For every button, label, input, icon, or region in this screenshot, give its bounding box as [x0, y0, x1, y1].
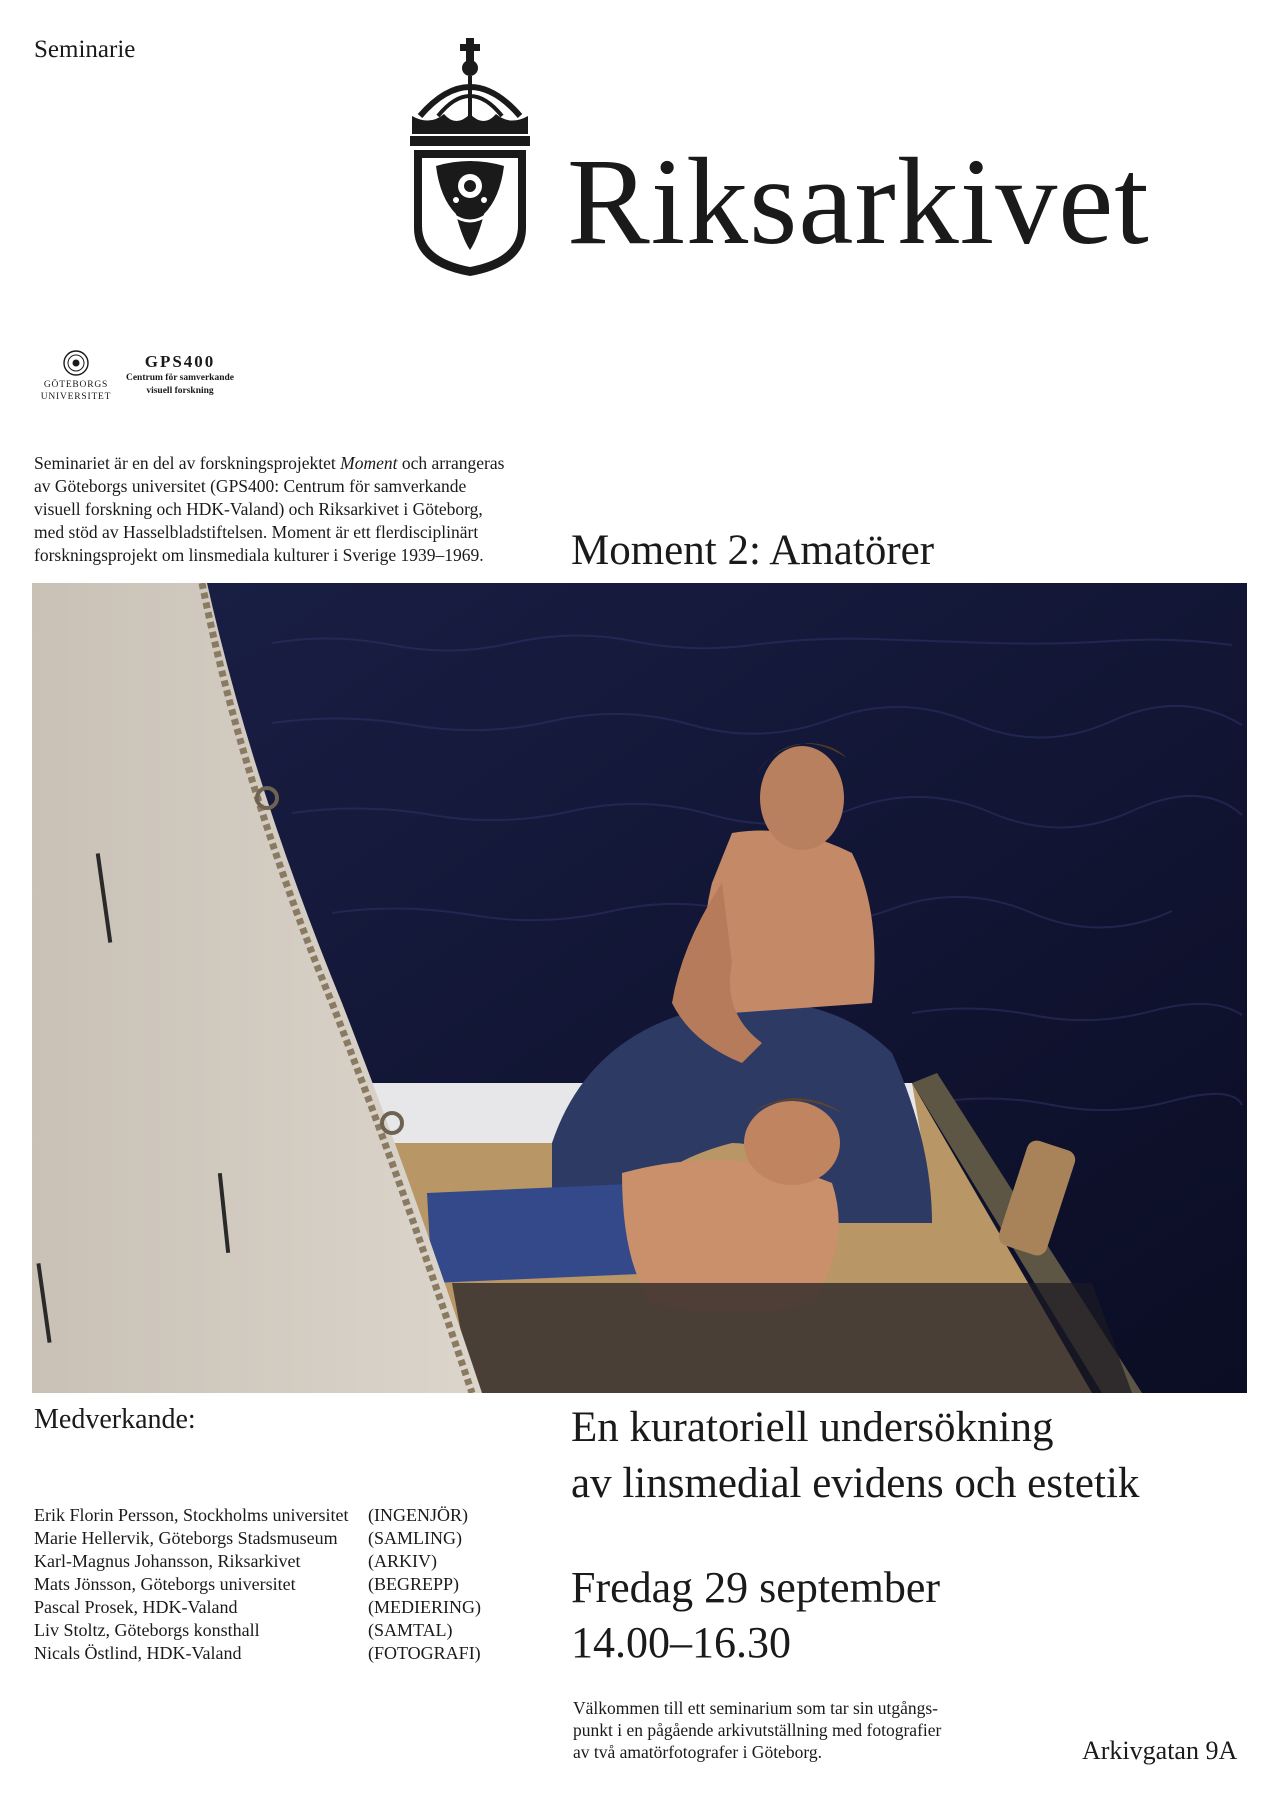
contributor-name: Pascal Prosek, HDK-Valand — [34, 1597, 238, 1617]
welcome-line-1: Välkommen till ett seminarium som tar sin utgångs- — [573, 1698, 939, 1718]
contributor-name: Liv Stoltz, Göteborgs konsthall — [34, 1620, 260, 1640]
list-item — [34, 1573, 481, 1596]
list-item — [34, 1527, 481, 1550]
gps400-subtitle-line1: Centrum för samverkande — [125, 373, 234, 383]
welcome-line-3: av två amatörfotografer i Göteborg. — [573, 1742, 822, 1762]
event-time: 14.00–16.30 — [571, 1618, 791, 1667]
university-seal-icon — [63, 350, 89, 376]
contributor-name: Erik Florin Persson, Stockholms universitet — [34, 1505, 349, 1525]
event-subtitle: Moment 2: Amatörer — [571, 527, 935, 574]
riksarkivet-crest-logo — [400, 38, 540, 278]
contributor-name: Marie Hellervik, Göteborgs Stadsmuseum — [34, 1528, 338, 1548]
intro-line-3: visuell forskning och HDK-Valand) och Riksarkivet i Göteborg, — [34, 499, 483, 519]
list-item — [34, 1642, 481, 1665]
intro-line-5: forskningsprojekt om linsmediala kulturer i Sverige 1939–1969. — [34, 545, 484, 565]
seminar-label: Seminarie — [34, 36, 136, 63]
intro-line-1 — [34, 452, 539, 475]
contributor-role: (ARKIV) — [368, 1551, 437, 1571]
headline-line-2: av linsmedial evidens och estetik — [571, 1460, 1140, 1507]
contributor-role: (BEGREPP) — [368, 1574, 460, 1594]
contributor-role: (MEDIERING) — [368, 1597, 481, 1617]
gps400-subtitle-line2: visuell forskning — [146, 386, 214, 396]
list-item — [34, 1504, 481, 1527]
goteborgs-universitet-logo — [36, 350, 116, 403]
list-item — [34, 1619, 481, 1642]
featured-photograph — [32, 583, 1247, 1393]
event-date: Fredag 29 september — [571, 1563, 940, 1612]
contributors-list — [34, 1504, 481, 1665]
intro-line-4: med stöd av Hasselbladstiftelsen. Moment är ett flerdisciplinärt — [34, 522, 479, 542]
contributors-heading: Medverkande: — [34, 1404, 196, 1435]
brand-title: Riksarkivet — [567, 133, 1150, 270]
event-datetime — [571, 1560, 940, 1670]
welcome-line-2: punkt i en pågående arkivutställning med fotografier — [573, 1720, 942, 1740]
event-headline — [571, 1400, 1139, 1512]
intro-line-1-end: och arrangeras — [397, 453, 505, 473]
headline-line-1: En kuratoriell undersökning — [571, 1404, 1054, 1451]
gu-name-line2: UNIVERSITET — [40, 392, 112, 402]
venue-address: Arkivgatan 9A — [1082, 1736, 1238, 1765]
contributor-name: Karl-Magnus Johansson, Riksarkivet — [34, 1551, 301, 1571]
intro-project-name: Moment — [340, 453, 398, 473]
gu-name-line1: GÖTEBORGS — [43, 380, 109, 390]
intro-line-1-start: Seminariet är en del av forskningsprojektet — [34, 453, 341, 473]
list-item — [34, 1596, 481, 1619]
contributor-role: (SAMLING) — [368, 1528, 462, 1548]
gps400-logo — [120, 352, 240, 398]
gps400-mark: GPS400 — [144, 352, 216, 371]
contributor-name: Nicals Östlind, HDK-Valand — [34, 1643, 242, 1663]
contributor-role: (INGENJÖR) — [368, 1505, 468, 1525]
contributor-name: Mats Jönsson, Göteborgs universitet — [34, 1574, 296, 1594]
intro-line-2: av Göteborgs universitet (GPS400: Centrum för samverkande — [34, 476, 467, 496]
contributor-role: (FOTOGRAFI) — [368, 1643, 481, 1663]
list-item — [34, 1550, 481, 1573]
contributor-role: (SAMTAL) — [368, 1620, 453, 1640]
intro-paragraph — [34, 452, 539, 567]
welcome-text — [573, 1697, 941, 1763]
